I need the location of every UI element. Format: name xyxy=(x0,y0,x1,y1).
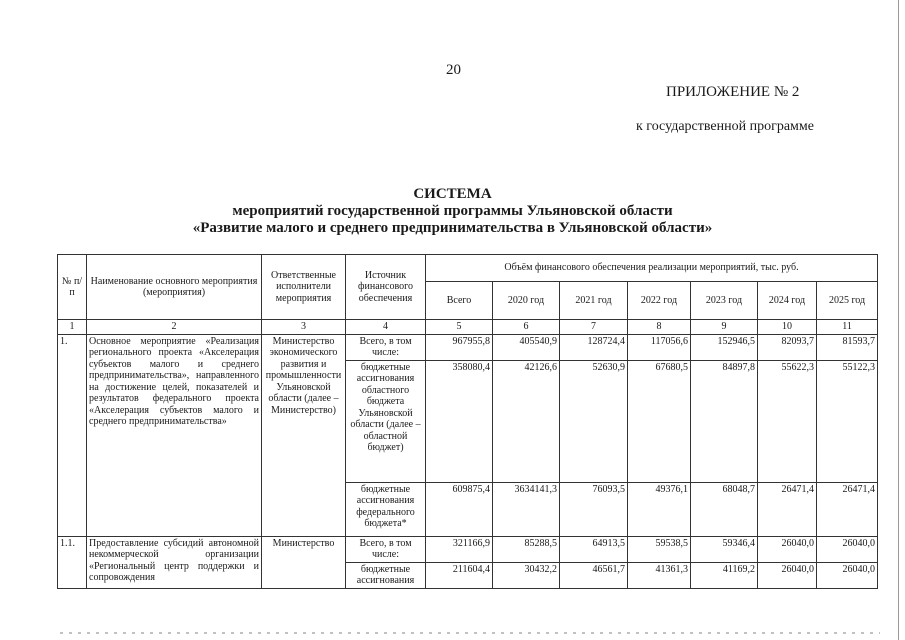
value-2024: 26471,4 xyxy=(758,482,817,536)
value-2023: 68048,7 xyxy=(691,482,758,536)
value-2022: 49376,1 xyxy=(628,482,691,536)
page-edge xyxy=(898,0,899,640)
header-num: № п/п xyxy=(58,255,87,320)
column-number: 6 xyxy=(493,320,560,335)
value-2023: 59346,4 xyxy=(691,536,758,562)
measures-table xyxy=(57,254,878,589)
measure-executor: Министерство xyxy=(262,536,346,588)
appendix-subtitle: к государственной программе xyxy=(636,119,814,134)
column-number: 2 xyxy=(87,320,262,335)
value-2021: 128724,4 xyxy=(560,334,628,360)
column-number: 5 xyxy=(426,320,493,335)
header-total: Всего xyxy=(426,282,493,320)
value-2025: 26471,4 xyxy=(817,482,878,536)
value-2025: 26040,0 xyxy=(817,536,878,562)
value-total: 321166,9 xyxy=(426,536,493,562)
value-2021: 64913,5 xyxy=(560,536,628,562)
document-title-line-3: «Развитие малого и среднего предпринимательства в Ульяновской области» xyxy=(192,220,713,236)
header-source: Источник финансового обеспечения xyxy=(346,255,426,320)
value-total: 609875,4 xyxy=(426,482,493,536)
value-2024: 82093,7 xyxy=(758,334,817,360)
value-2025: 26040,0 xyxy=(817,562,878,588)
value-total: 967955,8 xyxy=(426,334,493,360)
column-number: 9 xyxy=(691,320,758,335)
header-executors: Ответственные исполнители мероприятия xyxy=(262,255,346,320)
document-title xyxy=(0,186,905,237)
value-2024: 55622,3 xyxy=(758,360,817,482)
header-name: Наименование основного мероприятия (мероприятия) xyxy=(87,255,262,320)
value-2022: 41361,3 xyxy=(628,562,691,588)
value-2023: 84897,8 xyxy=(691,360,758,482)
header-year-2021: 2021 год xyxy=(560,282,628,320)
value-2025: 81593,7 xyxy=(817,334,878,360)
value-2020: 405540,9 xyxy=(493,334,560,360)
value-2020: 42126,6 xyxy=(493,360,560,482)
value-2023: 41169,2 xyxy=(691,562,758,588)
header-year-2020: 2020 год xyxy=(493,282,560,320)
value-2023: 152946,5 xyxy=(691,334,758,360)
column-number: 1 xyxy=(58,320,87,335)
value-2022: 59538,5 xyxy=(628,536,691,562)
header-year-2022: 2022 год xyxy=(628,282,691,320)
value-2021: 46561,7 xyxy=(560,562,628,588)
row-number: 1. xyxy=(58,334,87,536)
header-year-2024: 2024 год xyxy=(758,282,817,320)
column-number: 11 xyxy=(817,320,878,335)
column-number: 8 xyxy=(628,320,691,335)
header-year-2025: 2025 год xyxy=(817,282,878,320)
column-number: 4 xyxy=(346,320,426,335)
funding-source: Всего, в том числе: xyxy=(346,536,426,562)
value-2021: 76093,5 xyxy=(560,482,628,536)
value-2024: 26040,0 xyxy=(758,536,817,562)
funding-source: бюджетные ассигнования областного бюджета Ульяновской области (далее – областной бюджет) xyxy=(346,360,426,482)
row-number: 1.1. xyxy=(58,536,87,588)
header-year-2023: 2023 год xyxy=(691,282,758,320)
funding-source: бюджетные ассигнования xyxy=(346,562,426,588)
value-total: 211604,4 xyxy=(426,562,493,588)
value-2025: 55122,3 xyxy=(817,360,878,482)
document-title-line-2: мероприятий государственной программы Ульяновской области xyxy=(232,203,673,219)
value-2024: 26040,0 xyxy=(758,562,817,588)
measure-executor: Министерство экономического развития и промышленности Ульяновской области (далее – Министерство) xyxy=(262,334,346,536)
funding-source: Всего, в том числе: xyxy=(346,334,426,360)
page-number: 20 xyxy=(446,62,461,78)
value-2022: 67680,5 xyxy=(628,360,691,482)
column-number: 10 xyxy=(758,320,817,335)
funding-source: бюджетные ассигнования федерального бюджета* xyxy=(346,482,426,536)
column-number: 7 xyxy=(560,320,628,335)
value-2020: 3634141,3 xyxy=(493,482,560,536)
measure-name: Предоставление субсидий автономной некоммерческой организации «Региональный центр поддержки и сопровождения xyxy=(87,536,262,588)
header-volume: Объём финансового обеспечения реализации мероприятий, тыс. руб. xyxy=(426,255,878,282)
column-number: 3 xyxy=(262,320,346,335)
value-2022: 117056,6 xyxy=(628,334,691,360)
value-2020: 30432,2 xyxy=(493,562,560,588)
measure-name: Основное мероприятие «Реализация регионального проекта «Акселерация субъектов малого и среднего предпринимательства», направленного на достижение целей, показателей и результатов федерального проекта «Акселерация субъектов малого и среднего предпринимательства» xyxy=(87,334,262,536)
value-2021: 52630,9 xyxy=(560,360,628,482)
value-2020: 85288,5 xyxy=(493,536,560,562)
value-total: 358080,4 xyxy=(426,360,493,482)
scan-edge-artifact xyxy=(60,632,880,634)
document-title-line-1: СИСТЕМА xyxy=(413,186,492,202)
appendix-title: ПРИЛОЖЕНИЕ № 2 xyxy=(666,84,800,100)
